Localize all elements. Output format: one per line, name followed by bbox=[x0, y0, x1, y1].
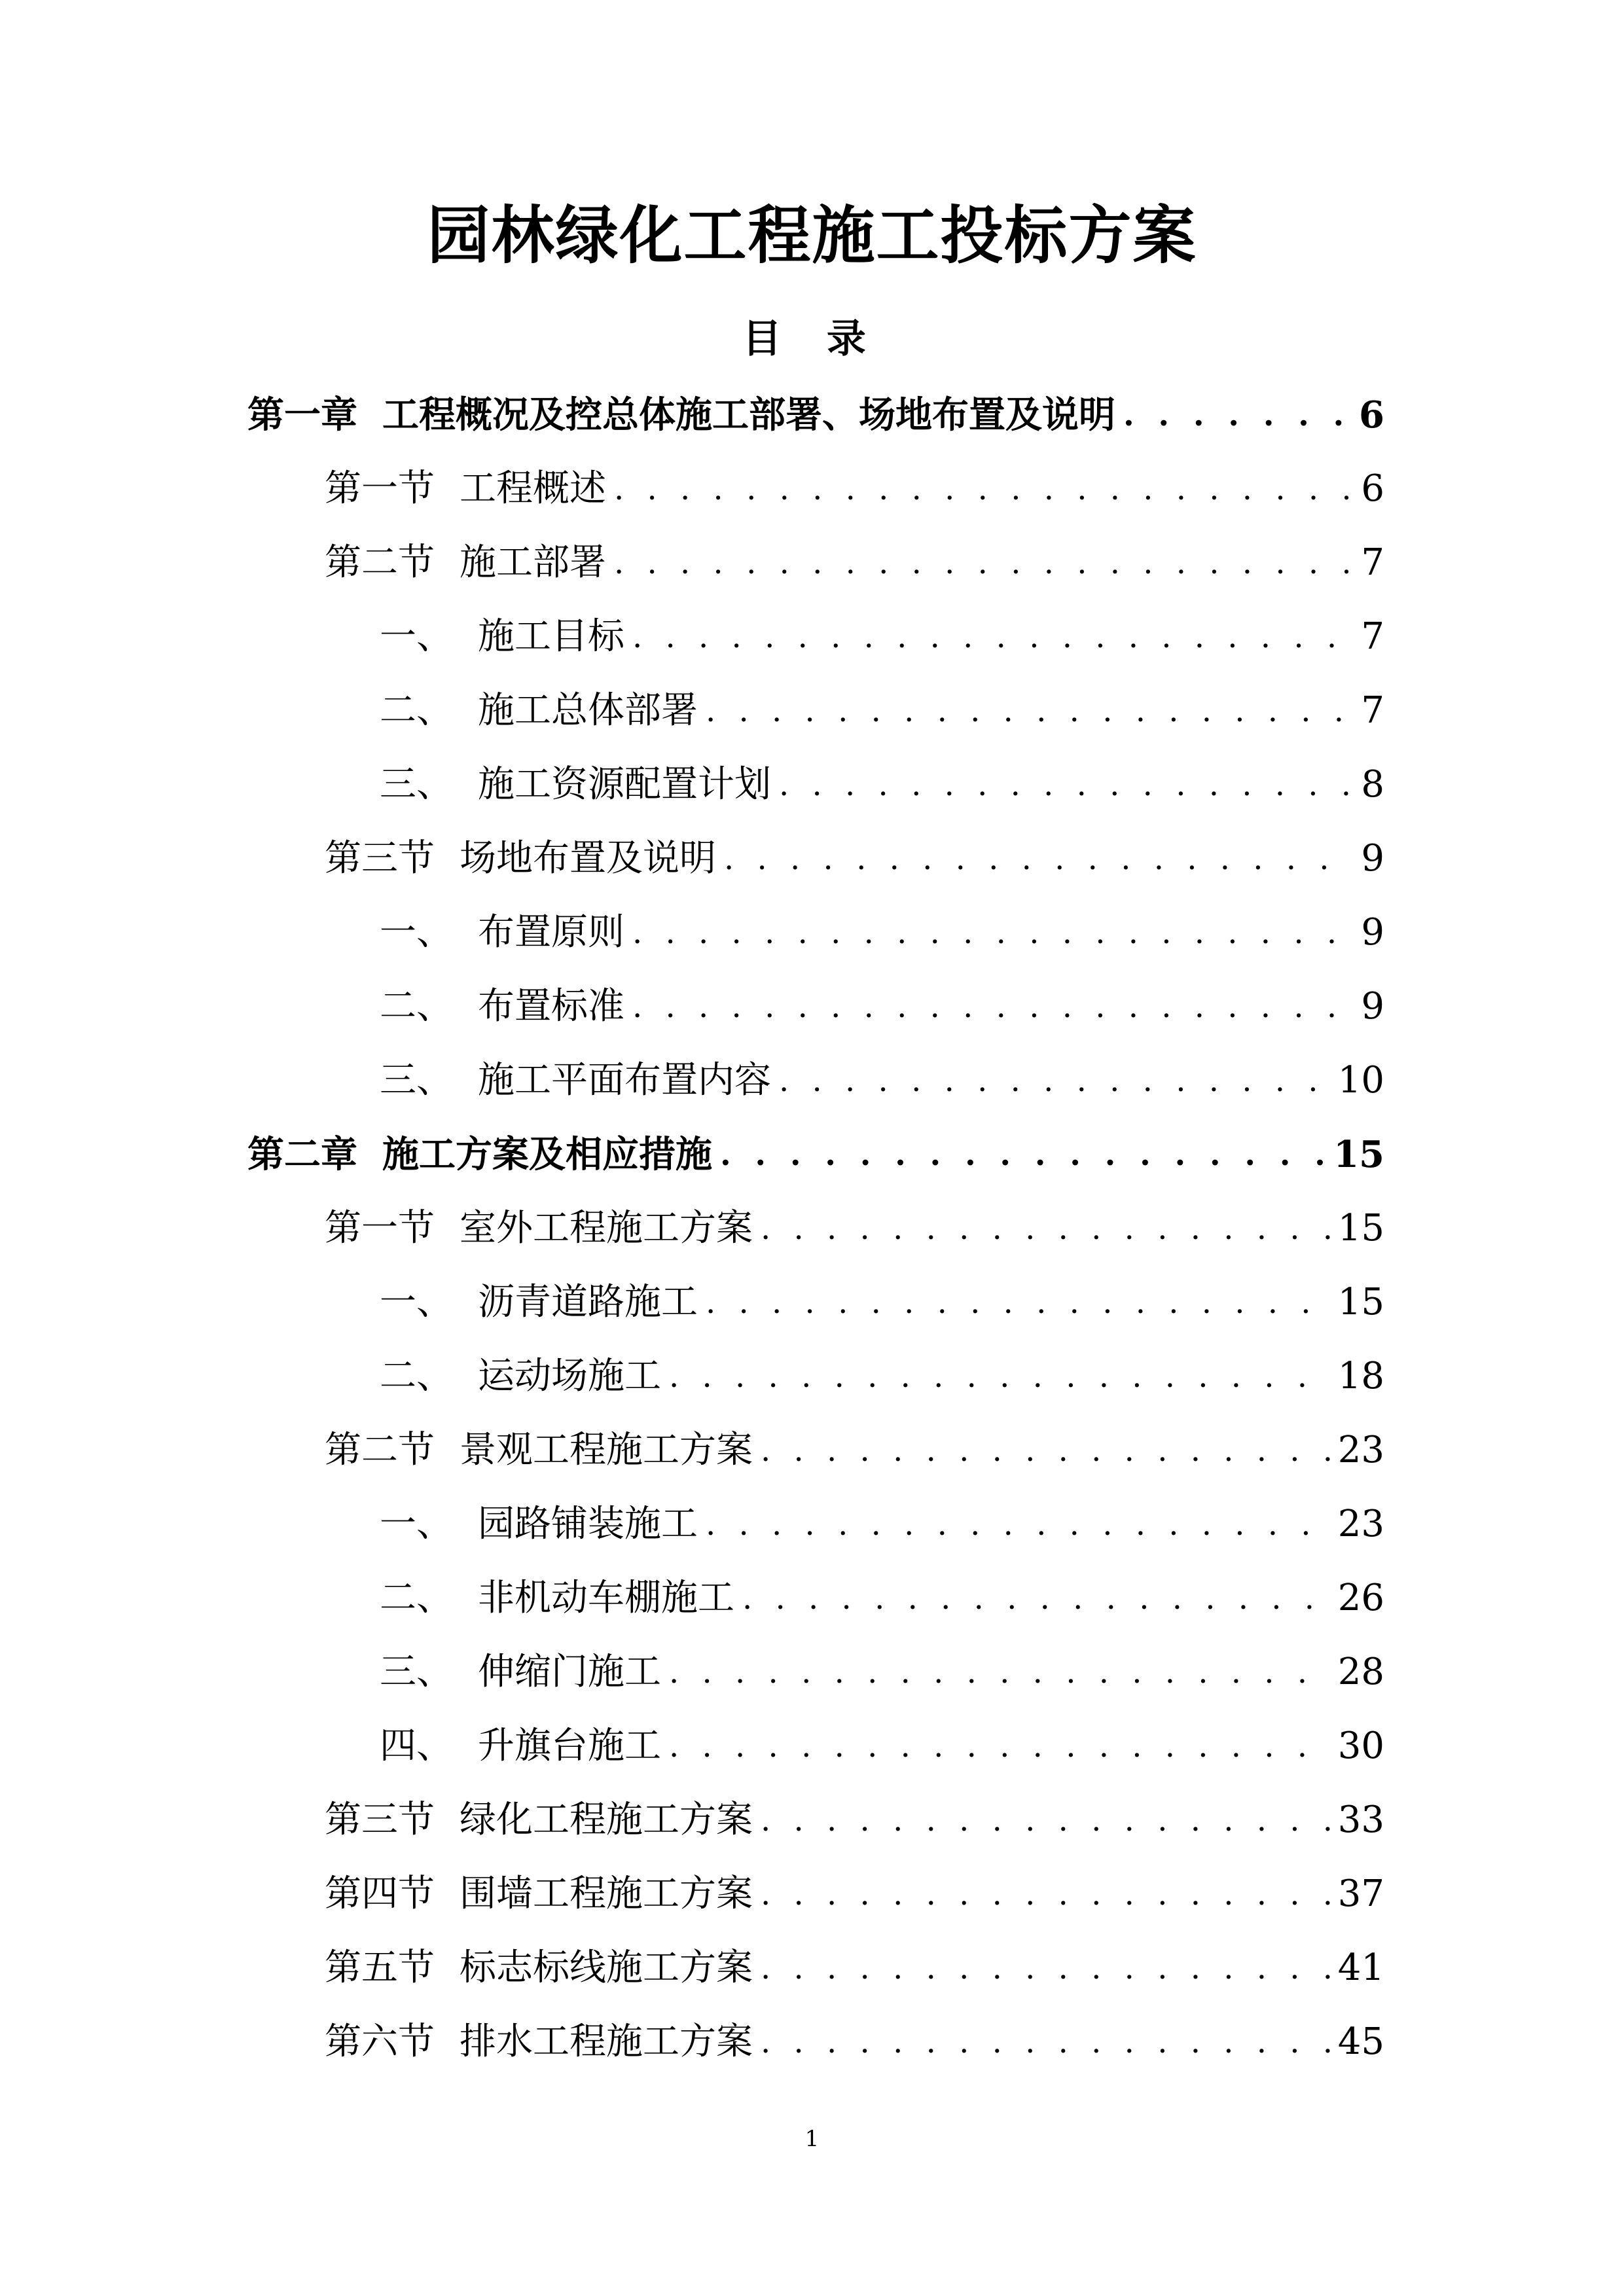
toc-entry-label: 围墙工程施工方案 bbox=[460, 1873, 753, 1915]
toc-entry-number: 第三节 bbox=[325, 837, 435, 880]
toc-entry-label: 景观工程施工方案 bbox=[460, 1429, 753, 1471]
dot-leader bbox=[724, 826, 1353, 891]
toc-entry-item[interactable] bbox=[380, 752, 1384, 817]
footer-page-number: 1 bbox=[804, 2126, 820, 2152]
toc-entry-number: 三、 bbox=[380, 1651, 453, 1693]
toc-entry-number: 第一节 bbox=[325, 467, 435, 510]
dot-leader bbox=[706, 1270, 1330, 1335]
dot-leader bbox=[779, 1048, 1330, 1113]
toc-entry-number: 第三节 bbox=[325, 1799, 435, 1841]
toc-entry-section[interactable] bbox=[325, 530, 1384, 596]
toc-entry-label: 园路铺装施工 bbox=[478, 1503, 698, 1545]
toc-entry-page: 26 bbox=[1337, 1577, 1384, 1619]
toc-entry-section[interactable] bbox=[325, 1787, 1384, 1853]
toc-entry-item[interactable] bbox=[380, 1640, 1384, 1705]
toc-entry-number: 第二节 bbox=[325, 541, 435, 584]
toc-entry-item[interactable] bbox=[380, 974, 1384, 1039]
toc-entry-number: 第六节 bbox=[325, 2020, 435, 2063]
toc-entry-page: 9 bbox=[1361, 837, 1384, 880]
toc-entry-section[interactable] bbox=[325, 2009, 1384, 2075]
toc-entry-chapter[interactable] bbox=[247, 1122, 1384, 1187]
toc-entry-number: 第二章 bbox=[247, 1133, 357, 1176]
toc-entry-label: 运动场施工 bbox=[478, 1355, 661, 1397]
dot-leader bbox=[632, 974, 1353, 1039]
toc-entry-page: 23 bbox=[1337, 1503, 1384, 1545]
toc-entry-label: 伸缩门施工 bbox=[478, 1651, 661, 1693]
toc-entry-item[interactable] bbox=[380, 678, 1384, 744]
toc-entry-item[interactable] bbox=[380, 1492, 1384, 1557]
dot-leader bbox=[720, 1122, 1326, 1187]
dot-leader bbox=[761, 1787, 1330, 1853]
dot-leader bbox=[669, 1713, 1330, 1779]
dot-leader bbox=[669, 1640, 1330, 1705]
toc-entry-number: 一、 bbox=[380, 911, 453, 954]
toc-entry-label: 施工资源配置计划 bbox=[478, 763, 771, 806]
toc-entry-number: 第五节 bbox=[325, 1946, 435, 1989]
toc-entry-number: 第四节 bbox=[325, 1873, 435, 1915]
toc-entry-page: 45 bbox=[1337, 2020, 1384, 2063]
toc-entry-item[interactable] bbox=[380, 1344, 1384, 1409]
toc-entry-number: 二、 bbox=[380, 985, 453, 1028]
toc-entry-page: 28 bbox=[1337, 1651, 1384, 1693]
toc-entry-page: 6 bbox=[1361, 467, 1384, 510]
toc-entry-number: 二、 bbox=[380, 689, 453, 732]
toc-entry-label: 场地布置及说明 bbox=[460, 837, 716, 880]
dot-leader bbox=[669, 1344, 1330, 1409]
toc-entry-label: 绿化工程施工方案 bbox=[460, 1799, 753, 1841]
dot-leader bbox=[761, 1935, 1330, 2001]
toc-entry-page: 15 bbox=[1337, 1281, 1384, 1323]
toc-entry-number: 三、 bbox=[380, 763, 453, 806]
dot-leader bbox=[761, 2009, 1330, 2075]
toc-entry-item[interactable] bbox=[380, 1048, 1384, 1113]
toc-entry-section[interactable] bbox=[325, 826, 1384, 891]
toc-entry-page: 10 bbox=[1337, 1059, 1384, 1102]
toc-entry-number: 一、 bbox=[380, 615, 453, 658]
toc-entry-number: 第一节 bbox=[325, 1207, 435, 1249]
dot-leader bbox=[742, 1566, 1330, 1631]
toc-entry-number: 第一章 bbox=[247, 393, 357, 437]
toc-entry-number: 一、 bbox=[380, 1503, 453, 1545]
toc-entry-page: 9 bbox=[1361, 985, 1384, 1028]
toc-entry-label: 施工总体部署 bbox=[478, 689, 698, 732]
toc-entry-item[interactable] bbox=[380, 1713, 1384, 1779]
toc-entry-label: 施工目标 bbox=[478, 615, 624, 658]
toc-entry-number: 二、 bbox=[380, 1577, 453, 1619]
toc-entry-label: 标志标线施工方案 bbox=[460, 1946, 753, 1989]
dot-leader bbox=[761, 1196, 1330, 1261]
toc-entry-label: 沥青道路施工 bbox=[478, 1281, 698, 1323]
dot-leader bbox=[706, 1492, 1330, 1557]
dot-leader bbox=[1123, 382, 1351, 448]
toc-entry-label: 布置原则 bbox=[478, 911, 624, 954]
dot-leader bbox=[632, 900, 1353, 965]
toc-entry-page: 41 bbox=[1337, 1946, 1384, 1989]
toc-entry-number: 三、 bbox=[380, 1059, 453, 1102]
dot-leader bbox=[632, 604, 1353, 670]
toc-entry-item[interactable] bbox=[380, 604, 1384, 670]
toc-entry-page: 30 bbox=[1337, 1725, 1384, 1767]
toc-entry-section[interactable] bbox=[325, 1861, 1384, 1927]
toc-entry-page: 8 bbox=[1361, 763, 1384, 806]
toc-entry-page: 23 bbox=[1337, 1429, 1384, 1471]
toc-entry-number: 二、 bbox=[380, 1355, 453, 1397]
toc-entry-page: 37 bbox=[1337, 1873, 1384, 1915]
toc-entry-label: 施工方案及相应措施 bbox=[382, 1133, 712, 1176]
document-title: 园林绿化工程施工投标方案 bbox=[427, 198, 1197, 272]
toc-entry-page: 6 bbox=[1359, 393, 1384, 437]
toc-entry-chapter[interactable] bbox=[247, 382, 1384, 448]
toc-entry-number: 第二节 bbox=[325, 1429, 435, 1471]
toc-entry-section[interactable] bbox=[325, 1418, 1384, 1483]
toc-entry-page: 18 bbox=[1337, 1355, 1384, 1397]
dot-leader bbox=[706, 678, 1353, 744]
toc-entry-item[interactable] bbox=[380, 1270, 1384, 1335]
toc-entry-label: 布置标准 bbox=[478, 985, 624, 1028]
toc-entry-label: 排水工程施工方案 bbox=[460, 2020, 753, 2063]
dot-leader bbox=[614, 456, 1353, 522]
toc-entry-page: 33 bbox=[1337, 1799, 1384, 1841]
toc-entry-item[interactable] bbox=[380, 1566, 1384, 1631]
toc-entry-label: 工程概况及控总体施工部署、场地布置及说明 bbox=[382, 393, 1115, 437]
toc-entry-page: 9 bbox=[1361, 911, 1384, 954]
toc-entry-label: 施工平面布置内容 bbox=[478, 1059, 771, 1102]
toc-entry-item[interactable] bbox=[380, 900, 1384, 965]
dot-leader bbox=[779, 752, 1353, 817]
toc-entry-label: 工程概述 bbox=[460, 467, 606, 510]
toc-entry-section[interactable] bbox=[325, 1935, 1384, 2001]
toc-entry-page: 15 bbox=[1337, 1207, 1384, 1249]
toc-entry-label: 非机动车棚施工 bbox=[478, 1577, 734, 1619]
toc-entry-page: 7 bbox=[1361, 541, 1384, 584]
toc-entry-label: 施工部署 bbox=[460, 541, 606, 584]
toc-entry-label: 室外工程施工方案 bbox=[460, 1207, 753, 1249]
toc-entry-page: 7 bbox=[1361, 615, 1384, 658]
toc-entry-label: 升旗台施工 bbox=[478, 1725, 661, 1767]
toc-heading: 目 录 bbox=[742, 316, 882, 362]
dot-leader bbox=[761, 1861, 1330, 1927]
toc-entry-number: 四、 bbox=[380, 1725, 453, 1767]
toc-entry-number: 一、 bbox=[380, 1281, 453, 1323]
toc-entry-section[interactable] bbox=[325, 456, 1384, 522]
toc-entry-page: 15 bbox=[1333, 1133, 1384, 1176]
toc-entry-section[interactable] bbox=[325, 1196, 1384, 1261]
dot-leader bbox=[761, 1418, 1330, 1483]
dot-leader bbox=[614, 530, 1353, 596]
toc-entry-page: 7 bbox=[1361, 689, 1384, 732]
